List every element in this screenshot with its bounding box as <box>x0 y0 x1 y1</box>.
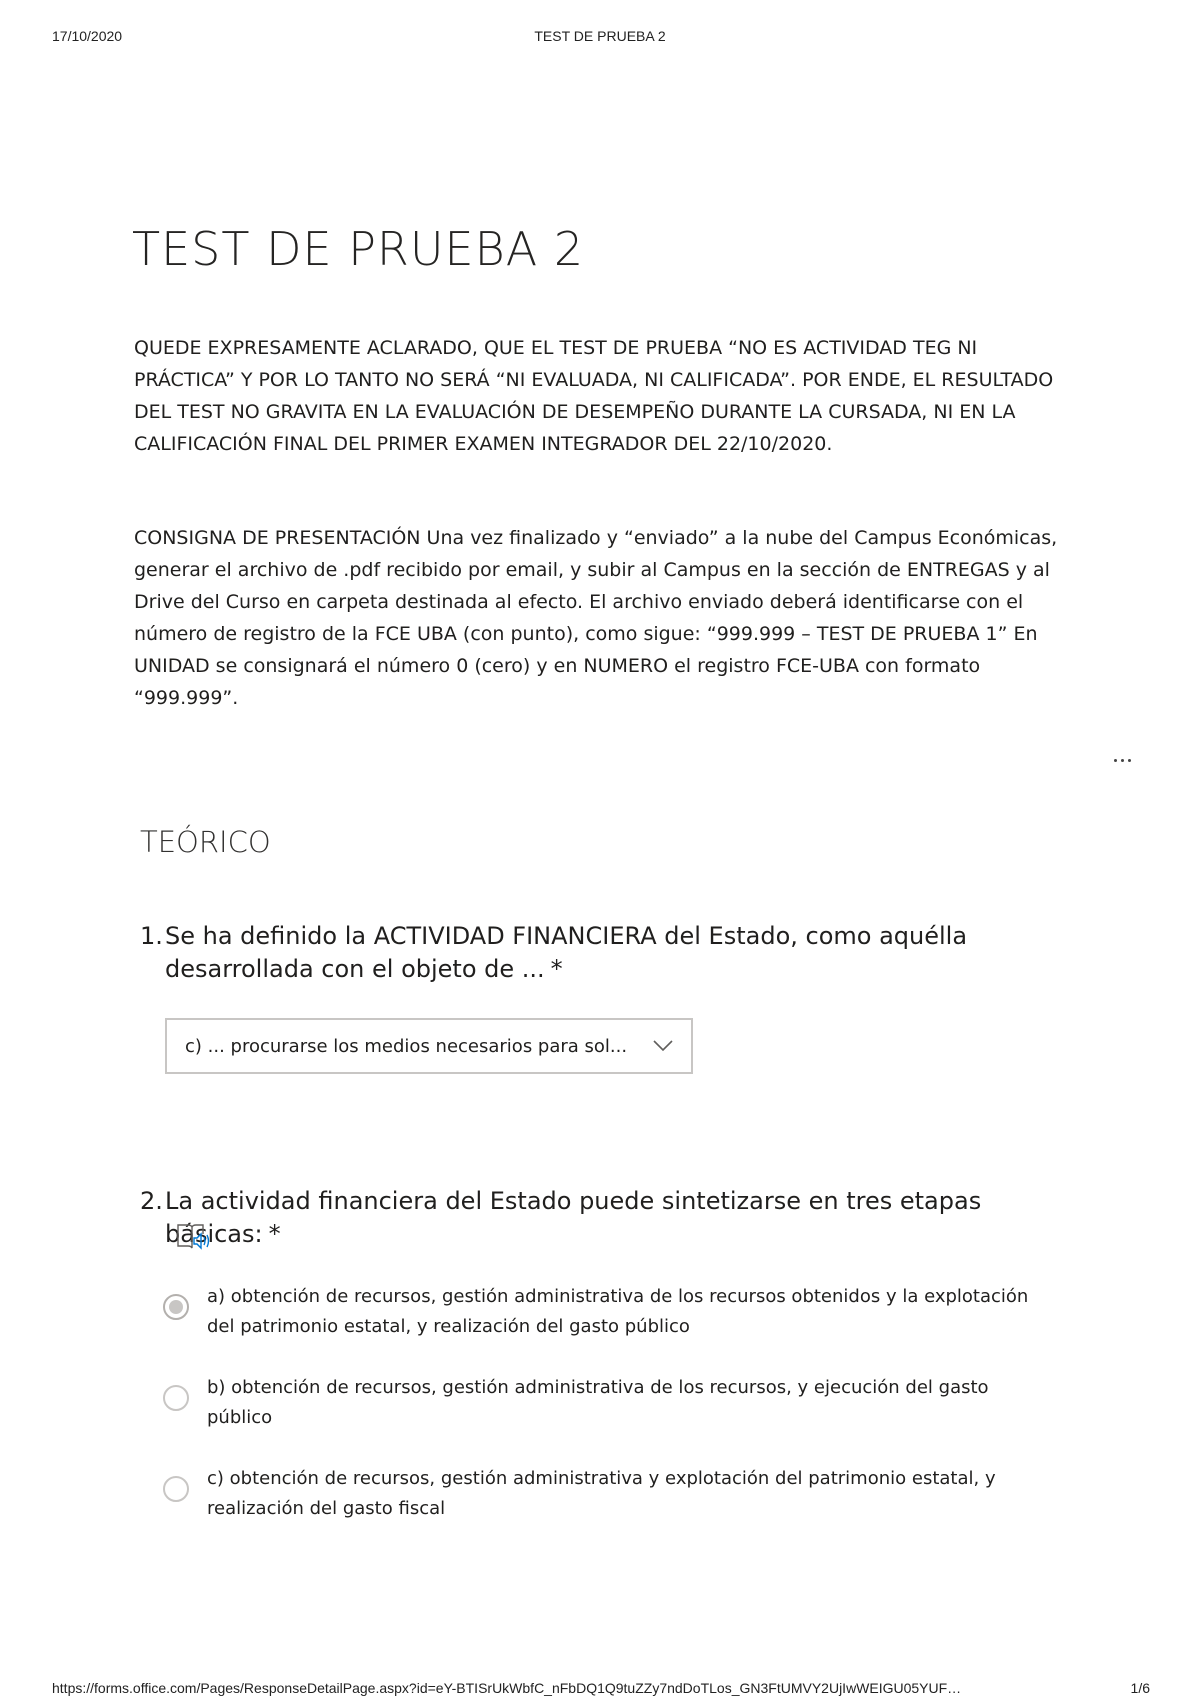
question-2 <box>140 1185 1080 1251</box>
question-text-body: Se ha definido la ACTIVIDAD FINANCIERA del Estado, como aquélla desarrollada con el objeto de ... <box>165 922 968 983</box>
answer-dropdown[interactable] <box>165 1018 693 1074</box>
chevron-down-icon <box>635 1040 691 1052</box>
required-mark: * <box>550 955 563 983</box>
option-label: b) obtención de recursos, gestión administrativa de los recursos, y ejecución del gasto público <box>207 1377 989 1428</box>
form-title: TEST DE PRUEBA 2 <box>132 222 585 276</box>
radio-button[interactable] <box>163 1385 189 1411</box>
question-1 <box>140 920 1080 986</box>
option-label: a) obtención de recursos, gestión administrativa de los recursos obtenidos y la explotación del patrimonio estatal, y realización del gasto público <box>207 1286 1029 1337</box>
print-title: TEST DE PRUEBA 2 <box>534 28 666 44</box>
question-text <box>165 1185 1080 1251</box>
immersive-reader-button[interactable] <box>176 1222 214 1252</box>
immersive-reader-icon <box>176 1222 214 1252</box>
section-title: TEÓRICO <box>140 825 271 859</box>
more-dot <box>1121 759 1124 762</box>
more-options-button[interactable] <box>1102 748 1142 772</box>
more-dot <box>1128 759 1131 762</box>
option-label: c) obtención de recursos, gestión administrativa y explotación del patrimonio estatal, y realización del gasto fiscal <box>207 1468 996 1519</box>
question-number: 2. <box>140 1187 163 1215</box>
question-text <box>165 920 1080 986</box>
print-page-number: 1/6 <box>1130 1680 1150 1696</box>
question-number: 1. <box>140 922 163 950</box>
radio-button[interactable] <box>163 1476 189 1502</box>
form-description-disclaimer: QUEDE EXPRESAMENTE ACLARADO, QUE EL TEST DE PRUEBA “NO ES ACTIVIDAD TEG NI PRÁCTICA” Y POR LO TANTO NO SERÁ “NI EVALUADA, NI CALIFICADA”. POR ENDE, EL RESULTADO DEL TEST NO GRAVITA EN LA EVALUACIÓN DE DESEMPEÑO DURANTE LA CURSADA, NI EN LA CALIFICACIÓN FINAL DEL PRIMER EXAMEN INTEGRADOR DEL 22/10/2020. <box>134 337 1054 455</box>
print-date: 17/10/2020 <box>52 28 123 44</box>
dropdown-selected-value: c) ... procurarse los medios necesarios para sol... <box>185 1035 628 1057</box>
more-horizontal-icon <box>1114 759 1117 762</box>
required-mark: * <box>268 1220 281 1248</box>
print-url: https://forms.office.com/Pages/ResponseDetailPage.aspx?id=eY-BTISrUkWbfC_nFbDQ1Q9tuZZy7ndDoTLos_GN3FtUMVY2UjIwWEIGU05YUF… <box>52 1680 962 1696</box>
radio-button-selected[interactable] <box>163 1294 189 1320</box>
form-description-instructions: CONSIGNA DE PRESENTACIÓN Una vez finalizado y “enviado” a la nube del Campus Económicas, generar el archivo de .pdf recibido por email, y subir al Campus en la sección de ENTREGAS y al Drive del Curso en carpeta destinada al efecto. El archivo enviado deberá identificarse con el número de registro de la FCE UBA (con punto), como sigue: “999.999 – TEST DE PRUEBA 1” En UNIDAD se consignará el número 0 (cero) y en NUMERO el registro FCE-UBA con formato “999.999”. <box>134 527 1058 709</box>
question-text-body: La actividad financiera del Estado puede sintetizarse en tres etapas básicas: <box>165 1187 982 1248</box>
